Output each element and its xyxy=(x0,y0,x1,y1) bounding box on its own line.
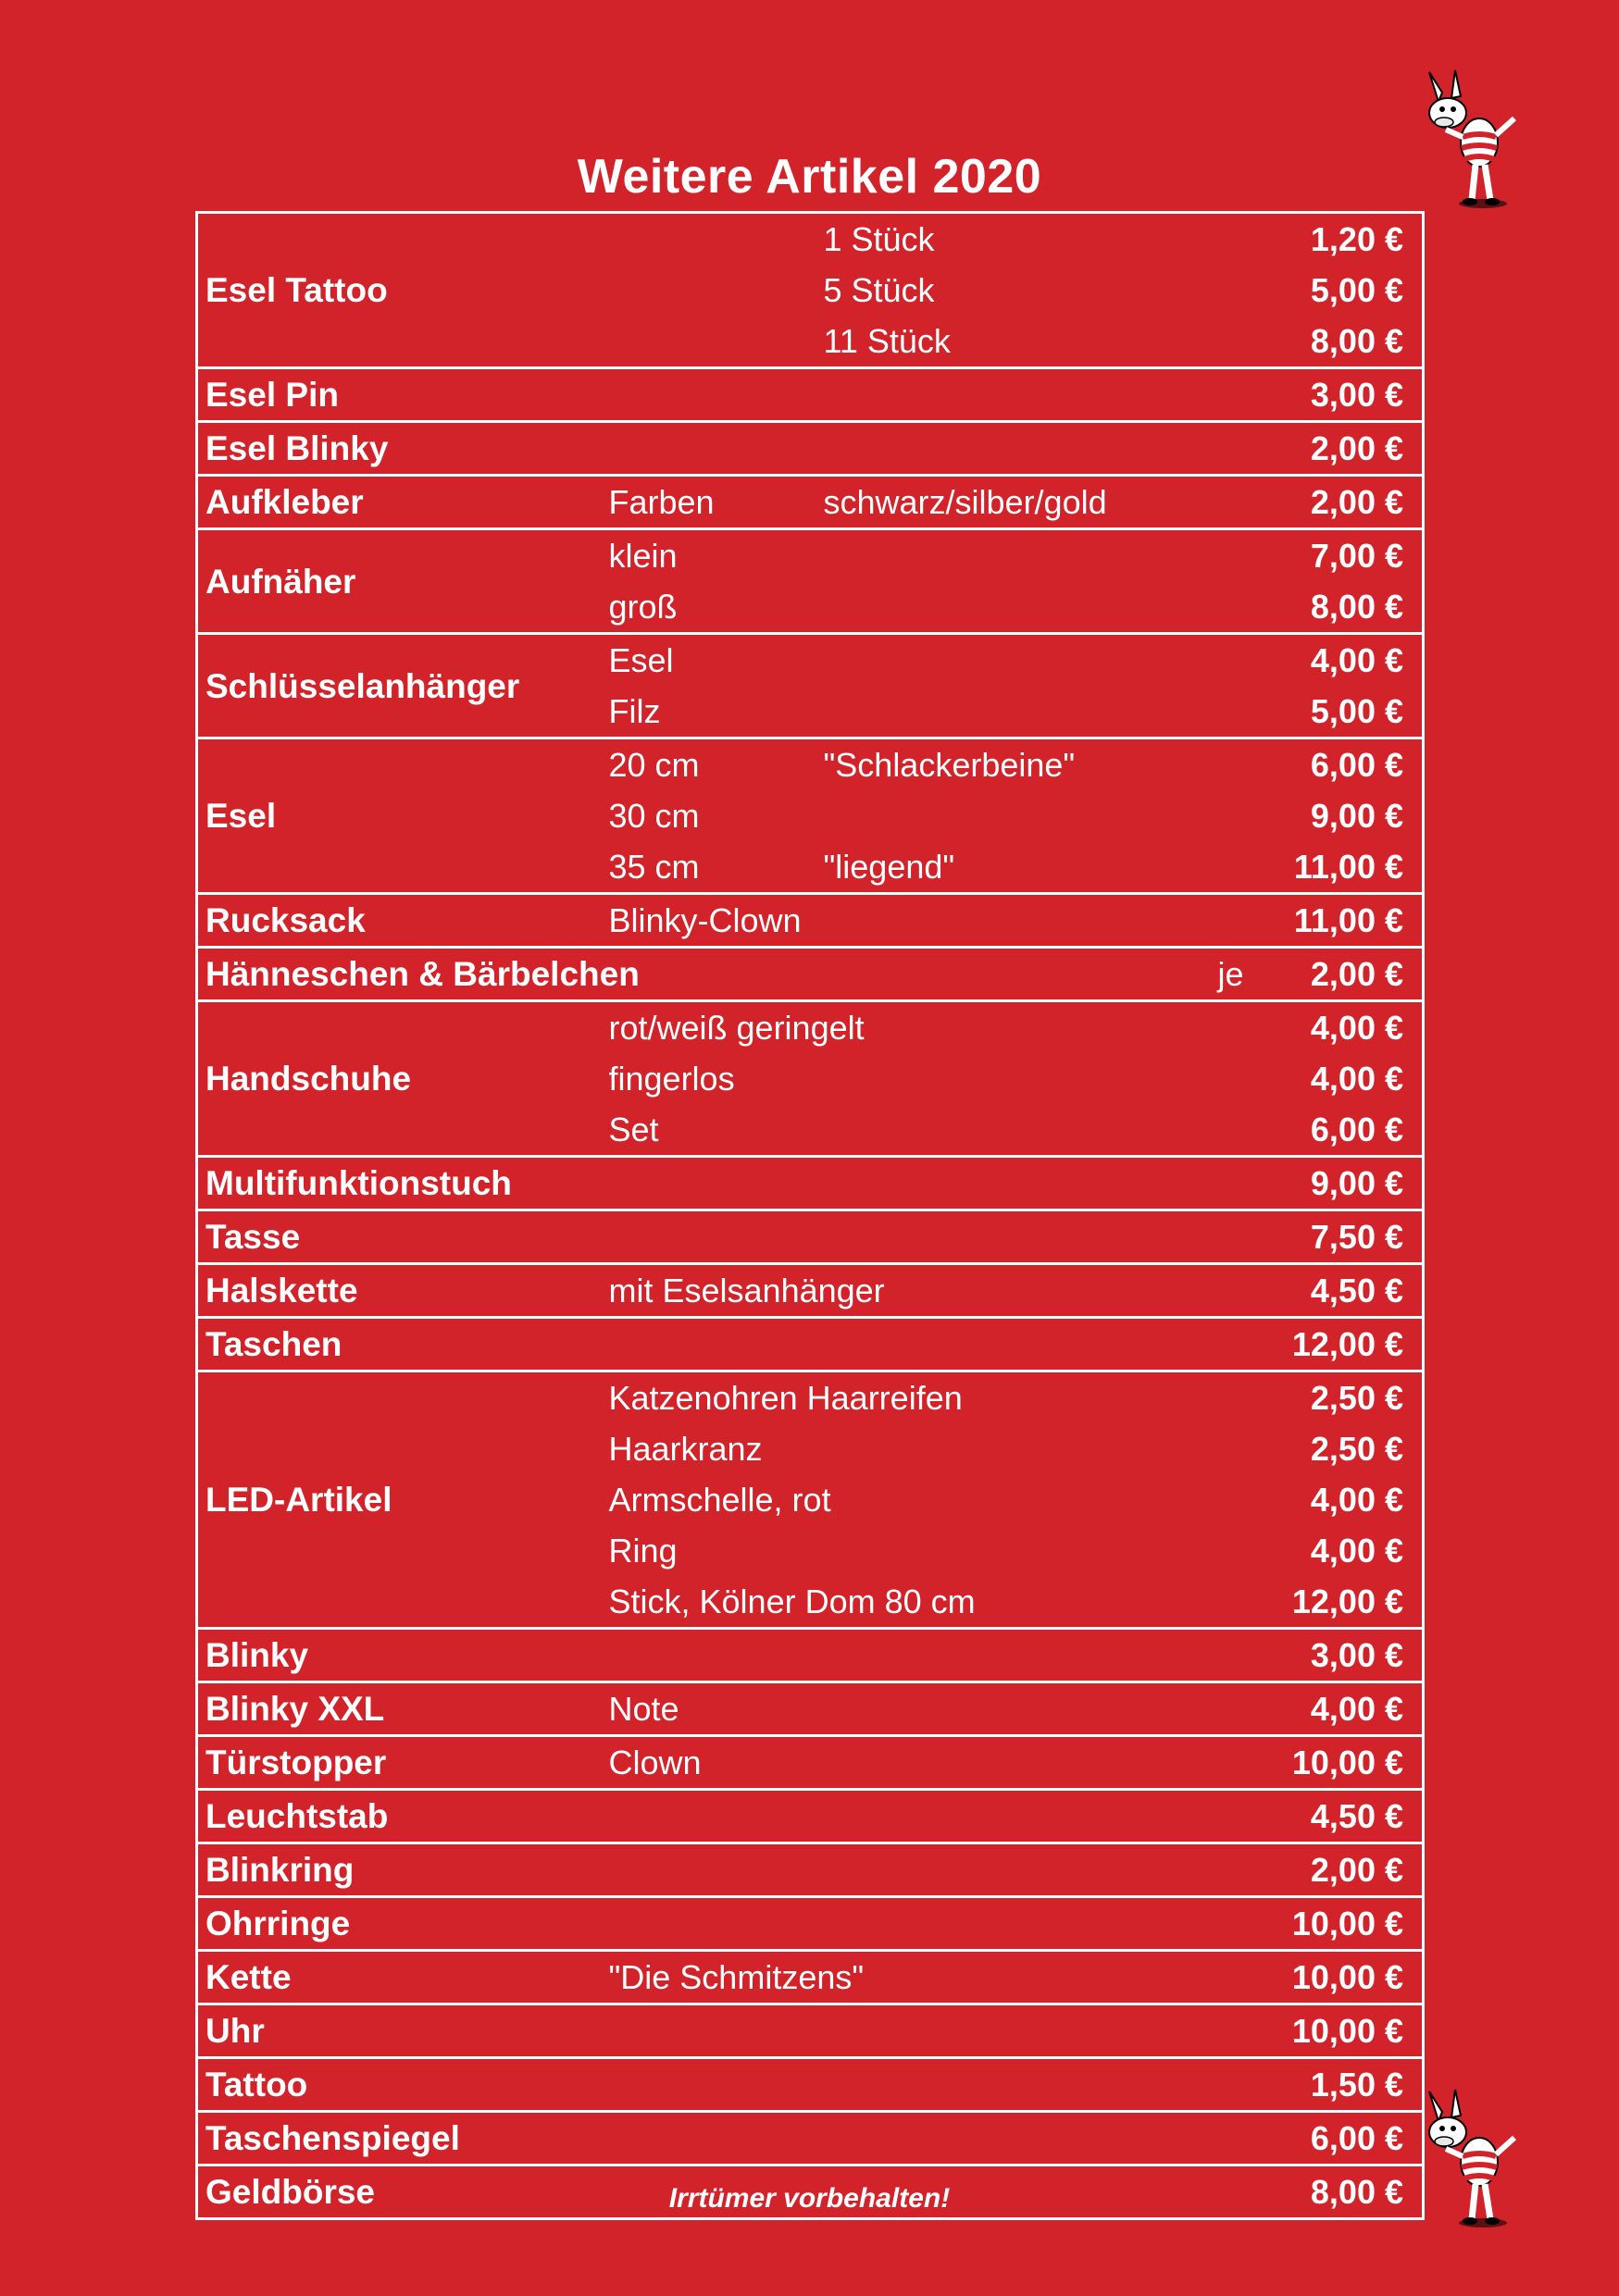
item-price: 9,00 € xyxy=(1259,790,1424,841)
item-option: Haarkranz xyxy=(608,1430,763,1468)
item-price: 5,00 € xyxy=(1259,686,1424,738)
table-row xyxy=(197,948,1424,1001)
item-name: Esel Tattoo xyxy=(197,213,609,368)
item-option: Ring xyxy=(608,1532,678,1570)
item-name: Kette xyxy=(197,1951,609,2004)
item-name: Rucksack xyxy=(197,894,609,948)
item-price: 7,50 € xyxy=(1259,1210,1424,1264)
table-row xyxy=(197,2058,1424,2112)
item-price: 11,00 € xyxy=(1259,894,1424,948)
item-option: Esel xyxy=(609,634,824,687)
item-name: Esel Blinky xyxy=(197,422,609,476)
item-option: Armschelle, rot xyxy=(608,1481,831,1519)
item-price: 10,00 € xyxy=(1259,1951,1424,2004)
table-row xyxy=(197,1951,1424,2004)
table-row xyxy=(197,1371,1424,1424)
item-price: 7,00 € xyxy=(1259,529,1424,582)
item-price: 8,00 € xyxy=(1259,581,1424,634)
item-option: Filz xyxy=(608,692,661,730)
item-price: 9,00 € xyxy=(1259,1157,1424,1210)
item-option: Stick, Kölner Dom 80 cm xyxy=(608,1582,976,1620)
item-price: 2,00 € xyxy=(1259,422,1424,476)
item-name: Hänneschen & Bärbelchen xyxy=(197,948,1213,1001)
item-price: 6,00 € xyxy=(1259,738,1424,791)
item-name: Blinkring xyxy=(197,1843,609,1897)
item-name: Ohrringe xyxy=(197,1897,609,1951)
item-name: Aufnäher xyxy=(197,529,609,634)
item-option: "Die Schmitzens" xyxy=(609,1951,1213,2004)
page-title: Weitere Artikel 2020 xyxy=(577,150,1042,204)
item-price: 10,00 € xyxy=(1259,1897,1424,1951)
item-price: 2,00 € xyxy=(1259,1843,1424,1897)
item-price: 6,00 € xyxy=(1259,1104,1424,1157)
item-detail: 1 Stück xyxy=(824,213,1213,266)
item-price: 4,00 € xyxy=(1259,1001,1424,1054)
item-option xyxy=(609,213,824,266)
item-option: Blinky-Clown xyxy=(609,894,1213,948)
item-price: 6,00 € xyxy=(1259,2112,1424,2166)
item-option: 30 cm xyxy=(608,797,700,835)
item-option: mit Eselsanhänger xyxy=(609,1264,1213,1318)
item-detail: "liegend" xyxy=(823,848,955,886)
item-price: 10,00 € xyxy=(1259,1736,1424,1790)
item-name: Handschuhe xyxy=(197,1001,609,1157)
item-price: 10,00 € xyxy=(1259,2004,1424,2058)
item-name: Halskette xyxy=(197,1264,609,1318)
item-price: 2,50 € xyxy=(1259,1371,1424,1424)
item-name: Esel xyxy=(197,738,609,894)
table-row xyxy=(197,1157,1424,1210)
item-option: Farben xyxy=(609,476,824,529)
item-price: 12,00 € xyxy=(1259,1576,1424,1629)
item-price: 8,00 € xyxy=(1259,2166,1424,2219)
item-price: 4,00 € xyxy=(1259,1682,1424,1736)
item-price: 4,50 € xyxy=(1259,1264,1424,1318)
item-name: Taschenspiegel xyxy=(197,2112,609,2166)
price-table xyxy=(195,211,1425,2220)
item-option: Note xyxy=(609,1682,1213,1736)
table-row xyxy=(197,2004,1424,2058)
item-name: Leuchtstab xyxy=(197,1790,609,1843)
item-price: 4,00 € xyxy=(1259,1474,1424,1525)
table-row xyxy=(197,1629,1424,1682)
item-name: Tattoo xyxy=(197,2058,609,2112)
item-name: Multifunktionstuch xyxy=(197,1157,609,1210)
item-option: Clown xyxy=(609,1736,1213,1790)
item-price: 2,50 € xyxy=(1259,1423,1424,1474)
item-option: 20 cm xyxy=(609,738,824,791)
item-price: 1,20 € xyxy=(1259,213,1424,266)
item-option: 35 cm xyxy=(608,848,700,886)
table-row xyxy=(197,2112,1424,2166)
item-name: Tasse xyxy=(197,1210,609,1264)
item-name: Esel Pin xyxy=(197,368,609,422)
table-row xyxy=(197,1736,1424,1790)
item-option: groß xyxy=(608,588,678,626)
table-row xyxy=(197,1264,1424,1318)
item-name: Blinky xyxy=(197,1629,609,1682)
table-row xyxy=(197,1001,1424,1054)
item-price: 5,00 € xyxy=(1259,265,1424,316)
table-row xyxy=(197,368,1424,422)
item-price: 12,00 € xyxy=(1259,1318,1424,1371)
table-row xyxy=(197,1210,1424,1264)
item-price: 3,00 € xyxy=(1259,368,1424,422)
item-name: Schlüsselanhänger xyxy=(197,634,609,738)
item-option: Set xyxy=(608,1111,659,1148)
item-name: LED-Artikel xyxy=(197,1371,609,1629)
table-row xyxy=(197,1682,1424,1736)
table-row xyxy=(197,213,1424,266)
item-option: klein xyxy=(609,529,824,582)
table-row xyxy=(197,476,1424,529)
item-price: 2,00 € xyxy=(1259,948,1424,1001)
item-price: 11,00 € xyxy=(1259,841,1424,894)
item-option: Katzenohren Haarreifen xyxy=(609,1371,1213,1424)
table-row xyxy=(197,894,1424,948)
item-detail: schwarz/silber/gold xyxy=(824,476,1213,529)
table-row xyxy=(197,1843,1424,1897)
item-price: 3,00 € xyxy=(1259,1629,1424,1682)
item-option: fingerlos xyxy=(608,1060,735,1098)
item-price: 4,00 € xyxy=(1259,1525,1424,1576)
disclaimer: Irrtümer vorbehalten! xyxy=(668,2183,951,2214)
table-row xyxy=(197,422,1424,476)
item-name: Blinky XXL xyxy=(197,1682,609,1736)
item-detail: 11 Stück xyxy=(823,322,951,360)
item-option: rot/weiß geringelt xyxy=(609,1001,1213,1054)
item-je: je xyxy=(1213,948,1259,1001)
item-price: 2,00 € xyxy=(1259,476,1424,529)
item-name: Aufkleber xyxy=(197,476,609,529)
item-price: 1,50 € xyxy=(1259,2058,1424,2112)
table-row xyxy=(197,738,1424,791)
item-price: 4,00 € xyxy=(1259,634,1424,687)
item-name: Taschen xyxy=(197,1318,609,1371)
table-row xyxy=(197,1790,1424,1843)
table-row xyxy=(197,634,1424,687)
item-name: Türstopper xyxy=(197,1736,609,1790)
table-row xyxy=(197,1318,1424,1371)
item-name: Geldbörse xyxy=(197,2166,609,2219)
item-price: 8,00 € xyxy=(1259,316,1424,368)
item-detail: "Schlackerbeine" xyxy=(824,738,1213,791)
item-name: Uhr xyxy=(197,2004,609,2058)
item-price: 4,00 € xyxy=(1259,1053,1424,1104)
table-row xyxy=(197,529,1424,582)
item-detail: 5 Stück xyxy=(823,271,935,309)
item-price: 4,50 € xyxy=(1259,1790,1424,1843)
table-row xyxy=(197,1897,1424,1951)
